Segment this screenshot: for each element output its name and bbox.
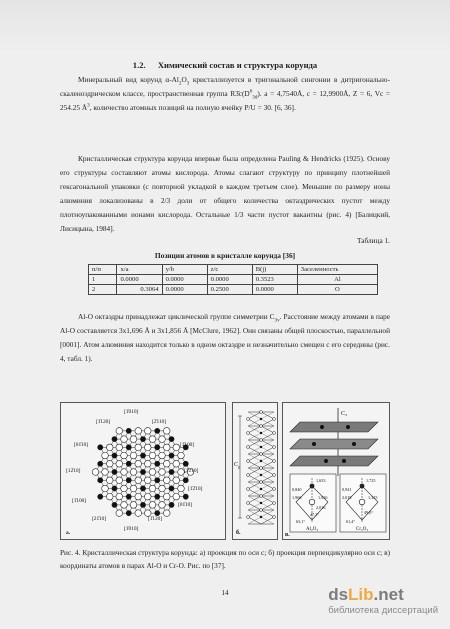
aluminium-atom <box>112 469 117 474</box>
figure-panel-a <box>60 402 226 540</box>
aluminium-atom <box>112 453 117 458</box>
oxygen-atom <box>163 510 170 517</box>
figure-4 <box>60 402 390 542</box>
table-cell: 0.0000 <box>252 285 297 295</box>
table-cell: 0.2500 <box>207 285 252 295</box>
oxygen-atom <box>92 469 99 476</box>
direction-label: [01̄10] <box>178 502 193 508</box>
aluminium-atom <box>126 461 131 466</box>
table-header: x/a <box>117 265 162 275</box>
aluminium-atom <box>126 445 131 450</box>
aluminium-atom <box>126 511 131 516</box>
aluminium-atom <box>169 502 174 507</box>
table-cell: 0.3064 <box>117 285 162 295</box>
aluminium-atom <box>260 446 262 448</box>
section-number: 1.2. <box>132 60 146 70</box>
table-cell: 2 <box>89 285 117 295</box>
atom-positions-table <box>88 264 378 295</box>
table-cell: 0.3523 <box>252 275 297 285</box>
aluminium-atom <box>169 469 174 474</box>
aluminium-atom <box>126 428 131 433</box>
oxygen-atom <box>130 436 137 443</box>
figure-caption: Рис. 4. Кристаллическая структура корунда: а) проекция по оси с; б) проекция перпендикулярно оси с; в) координаты атомов в парах Al-O и Cr-O. Рис. по [37]. <box>60 548 390 570</box>
oxygen-atom <box>130 452 137 459</box>
oxygen-atom <box>106 460 113 467</box>
oxygen-atom <box>149 436 156 443</box>
oxygen-atom <box>273 418 276 421</box>
aluminium-atom <box>155 445 160 450</box>
aluminium-atom <box>126 478 131 483</box>
aluminium-atom <box>169 436 174 441</box>
compound-label: Cr₂O₃ <box>356 527 369 532</box>
table-header: п/п <box>89 265 117 275</box>
figure-panel-c <box>282 402 390 540</box>
aluminium-atom <box>155 478 160 483</box>
oxygen-atom <box>144 477 151 484</box>
paragraph-2: Кристаллическая структура корунда впервые была определена Pauling & Hendricks (1925). Основу его структуры составляют атомы кислорода. Атомы слагают структуру по принципу плотнейшей гексагональной упаковки (с повторной укладкой в каждом третьем слое). Меньшие по размеру ионы алюминия локализованы в 2/3 доли от общего количества октаэдрических пустот между плотноупакованными ионами кислорода. Остальные 1/3 части пустот вакантны (рис. 4) [Балицкий, Лисицына, 1984]. <box>60 154 390 233</box>
table-label: Таблица 1. <box>356 236 390 245</box>
oxygen-atom <box>247 446 250 449</box>
oxygen-atom <box>130 502 137 509</box>
oxygen-atom <box>163 428 170 435</box>
oxygen-atom <box>163 460 170 467</box>
oxygen-atom <box>106 444 113 451</box>
table-cell: 0.0000 <box>162 285 207 295</box>
oxygen-atom <box>135 428 142 435</box>
aluminium-atom <box>155 511 160 516</box>
oxygen-atom <box>273 516 276 519</box>
oxygen-atom <box>247 516 250 519</box>
aluminium-atom <box>155 428 160 433</box>
table-header: Заселенность <box>297 265 377 275</box>
oxygen-atom <box>273 488 276 491</box>
aluminium-atom <box>155 494 160 499</box>
aluminium-atom <box>140 469 145 474</box>
aluminium-atom <box>183 461 188 466</box>
axis-label-sub: 0 <box>238 465 240 470</box>
oxygen-atom <box>135 444 142 451</box>
oxygen-atom <box>247 502 250 505</box>
oxygen-atom <box>260 411 263 414</box>
table-cell: 0.0000 <box>207 275 252 285</box>
oxygen-atom <box>116 477 123 484</box>
oxygen-atom <box>135 460 142 467</box>
aluminium-atom <box>260 488 262 490</box>
oxygen-atom <box>163 477 170 484</box>
oxygen-atom <box>121 436 128 443</box>
oxygen-atom <box>102 485 109 492</box>
oxygen-atom <box>260 425 263 428</box>
oxygen-atom <box>135 510 142 517</box>
oxygen-atom <box>102 452 109 459</box>
value-label: 63,1° <box>296 519 306 524</box>
panel-letter: в. <box>285 532 290 538</box>
watermark-logo: dsLib.net <box>328 585 404 604</box>
oxygen-atom <box>102 469 109 476</box>
oxygen-atom <box>121 452 128 459</box>
value-label: 0,840 <box>292 487 302 492</box>
oxygen-atom <box>159 469 166 476</box>
direction-label: [1̄010] <box>124 526 139 532</box>
oxygen-atom <box>144 444 151 451</box>
oxygen-atom <box>273 502 276 505</box>
aluminium-atom <box>260 432 262 434</box>
table-header: z/c <box>207 265 252 275</box>
aluminium-atom <box>169 486 174 491</box>
oxygen-atom <box>135 477 142 484</box>
oxygen-atom <box>149 469 156 476</box>
aluminium-atom <box>183 478 188 483</box>
table-header: B(j) <box>252 265 297 275</box>
table-cell: O <box>297 285 377 295</box>
oxygen-atom <box>260 467 263 470</box>
oxygen-atom <box>273 432 276 435</box>
aluminium-atom <box>98 461 103 466</box>
direction-label: [1̄2̄10] <box>188 486 203 492</box>
oxygen-atom <box>130 469 137 476</box>
aluminium-atom <box>126 494 131 499</box>
oxygen-atom <box>144 460 151 467</box>
value-label: 1,653 <box>316 478 326 483</box>
oxygen-atom <box>260 495 263 498</box>
aluminium-atom <box>140 436 145 441</box>
page-number: 14 <box>221 588 229 597</box>
oxygen-atom <box>178 452 185 459</box>
aluminium-atom <box>260 474 262 476</box>
table-row <box>89 275 378 285</box>
oxygen-atom <box>178 485 185 492</box>
direction-label: [1̄100] <box>72 498 87 504</box>
oxygen-atom <box>149 452 156 459</box>
value-label: 49,0° <box>364 510 374 515</box>
direction-label: [12̄10] <box>66 468 81 474</box>
oxygen-atom <box>116 510 123 517</box>
aluminium-atom <box>140 453 145 458</box>
oxygen-atom <box>163 493 170 500</box>
oxygen-atom <box>260 439 263 442</box>
oxygen-atom <box>159 452 166 459</box>
oxygen-atom <box>273 460 276 463</box>
aluminium-atom <box>140 502 145 507</box>
oxygen-atom <box>159 485 166 492</box>
oxygen-atom <box>173 444 180 451</box>
oxygen-atom <box>247 432 250 435</box>
table-row <box>89 285 378 295</box>
oxygen-atom <box>247 460 250 463</box>
oxygen-atom <box>116 493 123 500</box>
oxygen-atom <box>135 493 142 500</box>
panel-letter: а. <box>66 530 71 536</box>
aluminium-atom <box>260 418 262 420</box>
section-heading <box>0 60 450 70</box>
direction-label: [1̄2̄10] <box>184 468 199 474</box>
oxygen-atom <box>121 469 128 476</box>
oxygen-atom <box>159 502 166 509</box>
oxygen-atom <box>247 418 250 421</box>
oxygen-atom <box>106 477 113 484</box>
direction-label: [1̄010] <box>124 409 139 415</box>
aluminium-atom <box>98 478 103 483</box>
oxygen-atom <box>273 474 276 477</box>
oxygen-atom <box>173 460 180 467</box>
oxygen-atom <box>260 481 263 484</box>
aluminium-atom <box>260 516 262 518</box>
aluminium-atom <box>155 461 160 466</box>
value-label: 1,966 <box>292 495 302 500</box>
watermark-subtitle: библиотека диссертаций <box>328 605 438 616</box>
table-header: y/b <box>162 265 207 275</box>
section-title: Химический состав и структура корунда <box>157 60 318 70</box>
table-cell: 0.0000 <box>117 275 162 285</box>
aluminium-atom <box>140 486 145 491</box>
table-header-row <box>89 265 378 275</box>
table-cell: 1 <box>89 275 117 285</box>
panel-letter: б. <box>236 530 241 536</box>
aluminium-atom <box>112 502 117 507</box>
value-label: 47,3° <box>310 512 320 517</box>
oxygen-atom <box>260 453 263 456</box>
oxygen-atom <box>260 509 263 512</box>
aluminium-atom <box>169 453 174 458</box>
aluminium-atom <box>98 494 103 499</box>
oxygen-atom <box>173 477 180 484</box>
axis-label: C <box>234 462 239 468</box>
oxygen-atom <box>149 485 156 492</box>
aluminium-atom <box>183 494 188 499</box>
direction-label: [1̄100] <box>180 442 195 448</box>
aluminium-atom <box>260 460 262 462</box>
aluminium-atom <box>112 486 117 491</box>
oxygen-atom <box>106 493 113 500</box>
oxygen-atom <box>116 428 123 435</box>
value-label: 1,325 <box>368 495 378 500</box>
oxygen-atom <box>173 493 180 500</box>
value-label: 0,941 <box>342 487 352 492</box>
direction-label: [01̄10] <box>74 442 89 448</box>
oxygen-atom <box>247 474 250 477</box>
paragraph-1: Минеральный вид корунд $\alpha-Al_2O_3$ кристаллизуется в тригональной сингонии в дитригонально-скаленоэдрическом классе, пространственная группа $R3̄c(D^6_{3d})$. a = 4,7540Å, c = 12,9900Å, Z = 6, Vc = 254.25 $Å^3$, количество атомных позиций на полную ячейку P/U = 30. [6, 36]. <box>60 75 390 112</box>
value-label: 61,4° <box>346 519 356 524</box>
direction-label: [1̄120] <box>148 516 163 522</box>
aluminium-atom <box>260 502 262 504</box>
aluminium-atom <box>98 445 103 450</box>
oxygen-atom <box>121 502 128 509</box>
direction-label: [1̄120] <box>96 419 111 425</box>
direction-label: [21̄10] <box>92 516 107 522</box>
oxygen-atom <box>144 493 151 500</box>
direction-label: [2̄110] <box>152 419 167 425</box>
aluminium-atom <box>112 436 117 441</box>
value-label: 1,926 <box>318 495 328 500</box>
oxygen-atom <box>273 446 276 449</box>
axis-label: C₃ <box>341 411 348 417</box>
oxygen-atom <box>116 444 123 451</box>
value-label: 2,018 <box>342 495 352 500</box>
oxygen-atom <box>149 502 156 509</box>
watermark <box>328 586 438 617</box>
table-cell: 0.0000 <box>162 275 207 285</box>
oxygen-atom <box>121 485 128 492</box>
paragraph-3: Al-O октаэдры принадлежат циклической группе симметрии $C_{3v}$. Расстояние между атомами в паре Al-O составляется 3x1,696 Å и 3x1,856 Å [McClure, 1962]. Они связаны общей плоскостью, параллельной [0001]. Атом алюминия находится только в одном октаэдре и незначительно смещен с его середины (рис. 4, табл. 1). <box>60 312 390 363</box>
table-cell: Al <box>297 275 377 285</box>
oxygen-atom <box>144 428 151 435</box>
value-label: 1,725 <box>366 478 376 483</box>
oxygen-atom <box>247 488 250 491</box>
compound-label: Al₂O₃ <box>306 527 319 532</box>
oxygen-atom <box>159 436 166 443</box>
value-label: 2,016 <box>316 505 326 510</box>
oxygen-atom <box>116 460 123 467</box>
figure-panel-b <box>232 402 278 540</box>
oxygen-atom <box>163 444 170 451</box>
oxygen-atom <box>130 485 137 492</box>
table-title: Позиции атомов в кристалле корунда [36] <box>154 251 296 260</box>
